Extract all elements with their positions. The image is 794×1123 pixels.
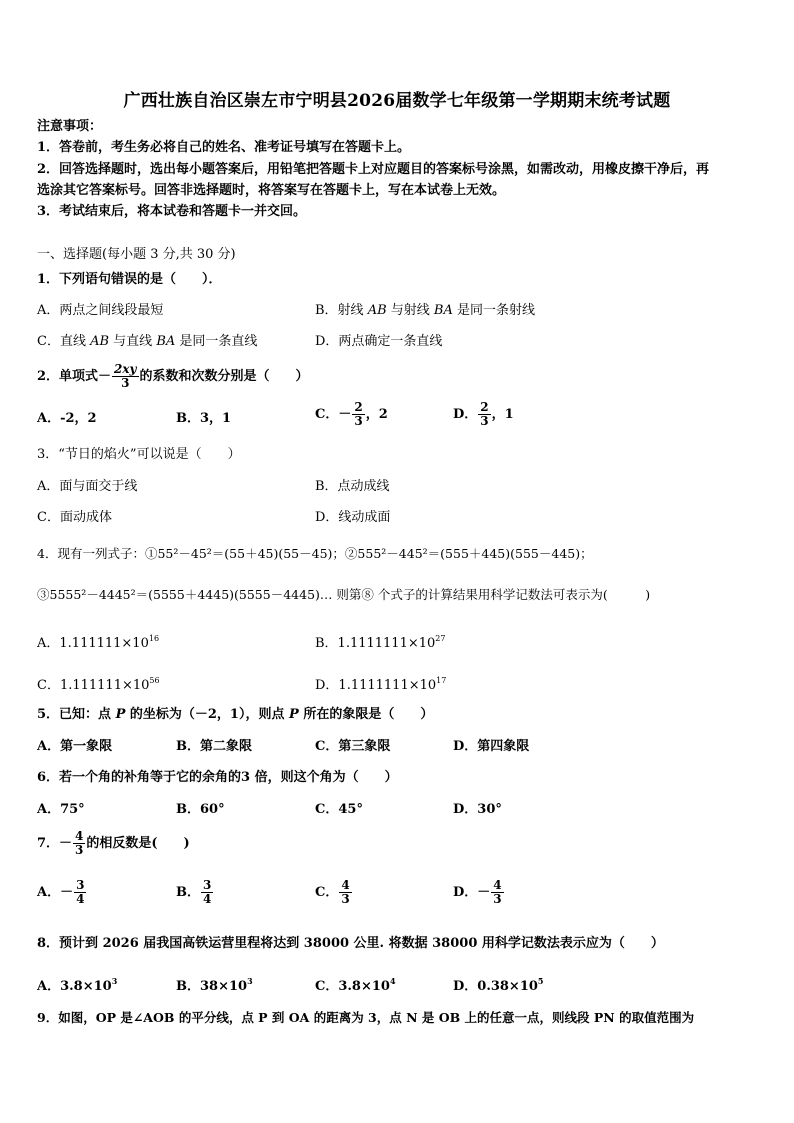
q2-option-d: D． $\frac{2}{3}$ ，1 <box>453 400 514 428</box>
q6-option-c: C．45° <box>315 802 363 817</box>
q6-stem: 6．若一个角的补角等于它的余角的3 倍，则这个角为（ ） <box>37 770 398 785</box>
q6-option-b: B．60° <box>176 802 225 817</box>
q4-option-b: B．$1.1111111\times 10^{27}$ <box>315 634 446 651</box>
page-title: 广西壮族自治区崇左市宁明县2026届数学七年级第一学期期末统考试题 <box>123 91 671 111</box>
q9-stem: 9．如图，OP 是∠AOB 的平分线，点 P 到 OA 的距离为 3，点 N 是 OB 上的任意一点，则线段 PN 的取值范围为 <box>37 1010 695 1025</box>
q2-option-b: B．3，1 <box>176 411 232 426</box>
q8-option-b: B．$38\times 10^3$ <box>176 976 253 994</box>
q8-option-a: A．$3.8\times 10^3$ <box>37 976 118 994</box>
q8-stem: 8．预计到 2026 届我国高铁运营里程将达到 38000 公里. 将数据 38000 用科学记数法表示应为（ ） <box>37 936 664 951</box>
q2-option-c: C．－ $\frac{2}{3}$ ，2 <box>315 400 388 428</box>
q3-option-c: C．面动成体 <box>37 510 112 525</box>
q1-option-b: B．射线 AB 与射线 BA 是同一条射线 <box>315 303 535 318</box>
notice-item-1: 1．答卷前，考生务必将自己的姓名、准考证号填写在答题卡上。 <box>37 140 411 155</box>
q4-option-a: A．$1.111111\times 10^{16}$ <box>37 634 160 651</box>
q3-option-d: D．线动成面 <box>315 510 391 525</box>
q5-option-c: C．第三象限 <box>315 739 391 754</box>
q5-option-d: D．第四象限 <box>453 739 530 754</box>
section-heading: 一、选择题(每小题 3 分,共 30 分) <box>37 247 236 262</box>
q4-stem-line2: ③5555²－4445²＝(5555＋4445)(5555－4445)… 则第⑧ 个式子的计算结果用科学记数法可表示为( ) <box>37 587 651 602</box>
q1-option-a: A．两点之间线段最短 <box>37 303 164 318</box>
q8-option-d: D．$0.38\times 10^5$ <box>453 976 544 994</box>
q4-option-d: D．$1.1111111\times 10^{17}$ <box>315 676 447 693</box>
q4-stem-line1: 4．现有一列式子：①55²－45²＝(55＋45)(55－45)；②555²－445²＝(555＋445)(555－445)； <box>37 546 593 561</box>
q2-stem: 2．单项式－ $\frac{2xy}{3}$ 的系数和次数分别是（ ） <box>37 362 309 390</box>
q1-stem: 1．下列语句错误的是（ ）． <box>37 272 222 287</box>
notice-item-2-cont: 选涂其它答案标号。回答非选择题时，将答案写在答题卡上，写在本试卷上无效。 <box>37 183 506 198</box>
q7-stem: 7．－ $\frac{4}{3}$ 的相反数是( ) <box>37 829 190 857</box>
q3-stem: 3．“节日的焰火”可以说是（ ） <box>37 447 241 462</box>
q5-option-b: B．第二象限 <box>176 739 252 754</box>
q4-option-c: C．$1.111111\times 10^{56}$ <box>37 676 160 693</box>
q7-option-b: B． $\frac{3}{4}$ <box>176 878 212 906</box>
notice-item-3: 3．考试结束后，将本试卷和答题卡一并交回。 <box>37 204 307 219</box>
q5-stem: 5．已知：点 P 的坐标为（－2，1），则点 P 所在的象限是（ ） <box>37 707 434 722</box>
q1-option-d: D．两点确定一条直线 <box>315 334 443 349</box>
q8-option-c: C．$3.8\times 10^4$ <box>315 976 396 994</box>
notice-heading: 注意事项： <box>37 119 103 134</box>
q7-option-c: C． $\frac{4}{3}$ <box>315 878 350 906</box>
q6-option-d: D．30° <box>453 802 502 817</box>
q3-option-a: A．面与面交于线 <box>37 479 138 494</box>
q1-option-c: C．直线 AB 与直线 BA 是同一条直线 <box>37 334 258 349</box>
q3-option-b: B．点动成线 <box>315 479 390 494</box>
q2-option-a: A．-2，2 <box>37 411 97 426</box>
notice-item-2: 2．回答选择题时，选出每小题答案后，用铅笔把答题卡上对应题目的答案标号涂黑，如需改动，用橡皮擦干净后，再 <box>37 162 710 177</box>
q7-option-a: A．－ $\frac{3}{4}$ <box>37 878 85 906</box>
q6-option-a: A．75° <box>37 802 85 817</box>
q7-option-d: D．－ $\frac{4}{3}$ <box>453 878 502 906</box>
q5-option-a: A．第一象限 <box>37 739 113 754</box>
